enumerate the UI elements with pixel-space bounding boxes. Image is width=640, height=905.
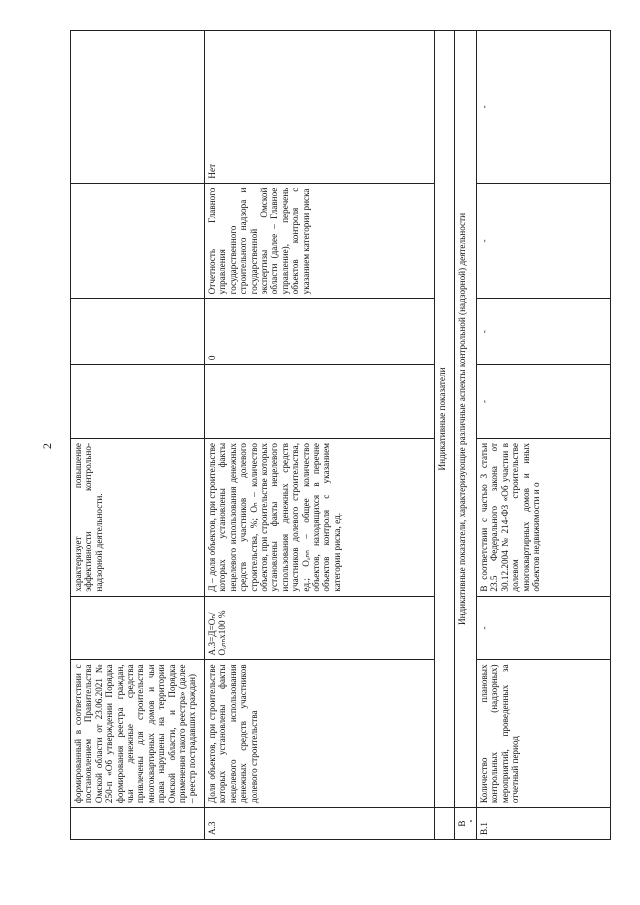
table-cell: - [477, 183, 611, 299]
section-row [435, 30, 455, 840]
indicator-formula: - [477, 596, 611, 660]
table-cell: - [477, 31, 611, 183]
page-number: 2 [40, 443, 54, 449]
rotated-table [70, 30, 630, 840]
section-title: Индикативные показатели [435, 31, 455, 807]
indicator-name: Доля объектов, при строительстве которых установлены факты нецелевого использования денежных средств участников долевого строительства [205, 659, 435, 807]
table-cell [71, 183, 205, 299]
row-code: А.3 [205, 807, 435, 839]
table-cell [435, 807, 455, 839]
table-cell [71, 364, 205, 438]
target-value: 0 [205, 298, 435, 364]
row-code: В.1 [477, 807, 611, 839]
table-cell: - [477, 298, 611, 364]
table-cell: характеризует повышение эффективности контрольно-надзорной деятельности. [71, 438, 205, 596]
section-title: Индикативные показатели, характеризующие различные аспекты контрольной (надзорной) деятельности [455, 31, 477, 807]
table-cell: формированный в соответствии с постановлением Правительства Омской области от 23.06.2021 № 250-п «Об утверждении Порядка формирования реестра граждан, чьи денежные средства привлечены для строительства многоквартирных домов и чьи права нарушены на территории Омской области, и Порядка применения такого реестра» (далее – реестр пострадавших граждан) [71, 659, 205, 807]
indicator-formula: А.3=Д=Оₙ/Оₒₙₙх100 % [205, 596, 435, 660]
indicator-description: В соответствии с частью 3 статьи 23.5 Федерального закона от 30.12.2004 № 214-ФЗ «Об участии в долевом строительстве многоквартирных домов и иных объектов недвижимости и о [477, 438, 611, 596]
table-row [477, 30, 611, 840]
table-cell [71, 596, 205, 660]
indicator-name: Количество плановых контрольных (надзорных) мероприятий, проведенных за отчетный период [477, 659, 611, 807]
section-code: В [455, 807, 477, 839]
table-cell: - [477, 364, 611, 438]
table-cell [205, 364, 435, 438]
indicator-description: Д – доля объектов, при строительстве которых установлены факты нецелевого использования денежных средств участников долевого строительства, %; Оₙ – количество объектов, при строительстве которых установлены факты нецелевого использования денежных средств участников долевого строительства, ед.; Оₒₙₙ – общее количество объектов, находящихся в перечне объектов контроля с указанием категории риска, ед. [205, 438, 435, 596]
table-cell: Нет [205, 31, 435, 183]
table-row [205, 30, 435, 840]
table-cell [71, 298, 205, 364]
table-cell [71, 807, 205, 839]
data-source: Отчетность Главного управления государственного строительного надзора и государственной экспертизы Омской области (далее – Главное управление), перечень объектов контроля с указанием категории риска [205, 183, 435, 299]
table-row [70, 30, 205, 840]
table-cell [71, 31, 205, 183]
section-row [455, 30, 477, 840]
